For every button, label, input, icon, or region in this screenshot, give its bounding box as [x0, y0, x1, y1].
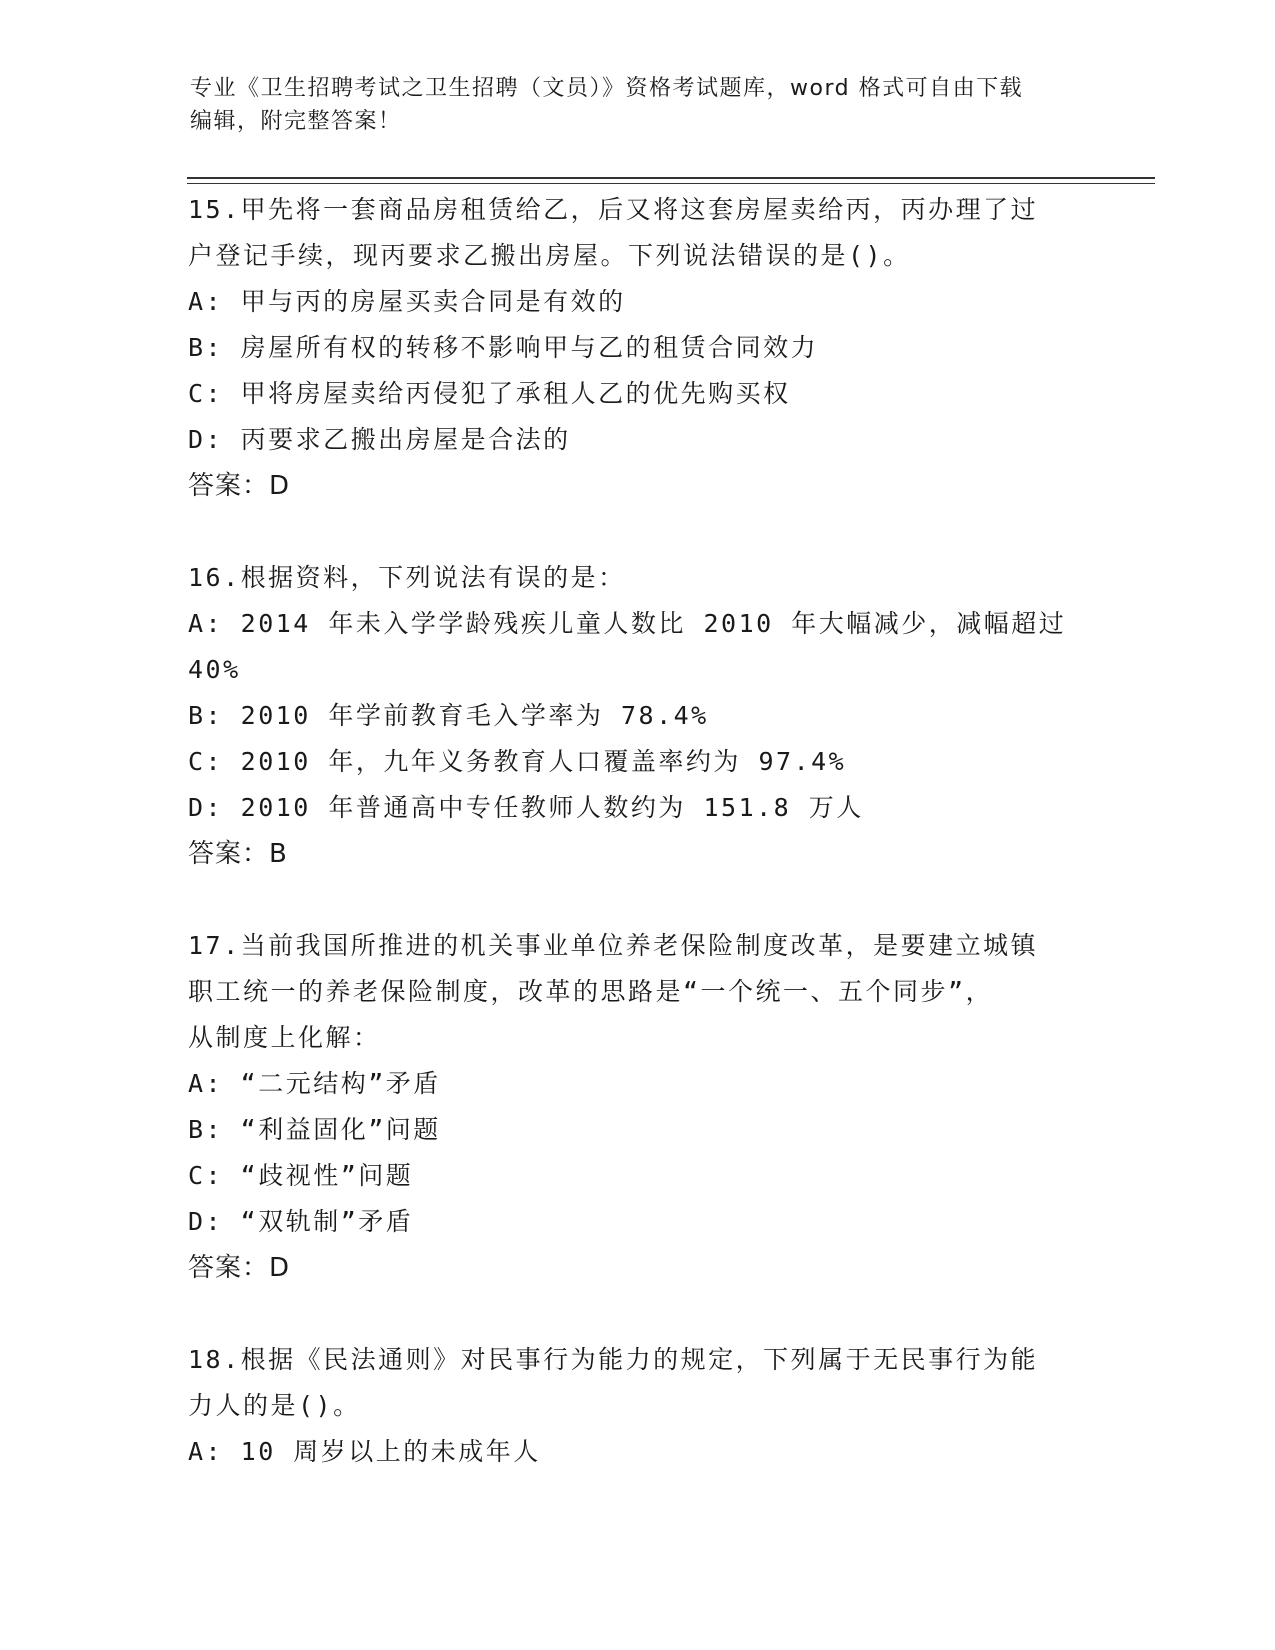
question-answer: 答案：D — [188, 471, 291, 501]
question-option: B: “利益固化”问题 — [188, 1115, 441, 1144]
question-answer: 答案：B — [188, 839, 288, 869]
question-stem-line: 从制度上化解： — [188, 1023, 381, 1052]
header-divider-thin — [187, 183, 1155, 184]
question-option: A: 2014 年未入学学龄残疾儿童人数比 2010 年大幅减少，减幅超过 — [188, 609, 1067, 638]
header-line-1: 专业《卫生招聘考试之卫生招聘（文员）》资格考试题库，word 格式可自由下载 — [190, 76, 1024, 101]
question-stem-line: 户登记手续，现丙要求乙搬出房屋。下列说法错误的是()。 — [188, 241, 911, 270]
question-option: B: 房屋所有权的转移不影响甲与乙的租赁合同效力 — [188, 333, 819, 362]
question-block — [188, 923, 1088, 1291]
question-stem-line: 15.甲先将一套商品房租赁给乙，后又将这套房屋卖给丙，丙办理了过 — [188, 195, 1039, 224]
question-stem-line: 力人的是()。 — [188, 1391, 361, 1420]
question-block — [188, 1337, 1088, 1475]
question-stem-line: 17.当前我国所推进的机关事业单位养老保险制度改革，是要建立城镇 — [188, 931, 1039, 960]
document-header — [190, 72, 1070, 138]
question-list — [188, 187, 1088, 1521]
question-block — [188, 187, 1088, 509]
question-option: 40% — [188, 655, 241, 684]
question-option: D: “双轨制”矛盾 — [188, 1207, 414, 1236]
question-stem-line: 16.根据资料，下列说法有误的是： — [188, 563, 626, 592]
question-option: C: 甲将房屋卖给丙侵犯了承租人乙的优先购买权 — [188, 379, 791, 408]
header-divider-thick — [187, 177, 1155, 179]
question-option: C: “歧视性”问题 — [188, 1161, 414, 1190]
question-stem-line: 18.根据《民法通则》对民事行为能力的规定，下列属于无民事行为能 — [188, 1345, 1039, 1374]
question-option: A: 甲与丙的房屋买卖合同是有效的 — [188, 287, 626, 316]
question-answer: 答案：D — [188, 1253, 291, 1283]
header-line-2: 编辑，附完整答案！ — [190, 109, 402, 134]
question-option: B: 2010 年学前教育毛入学率为 78.4% — [188, 701, 709, 730]
question-option: C: 2010 年，九年义务教育人口覆盖率约为 97.4% — [188, 747, 847, 776]
question-option: A: 10 周岁以上的未成年人 — [188, 1437, 541, 1466]
question-block — [188, 555, 1088, 877]
question-option: D: 丙要求乙搬出房屋是合法的 — [188, 425, 571, 454]
question-option: A: “二元结构”矛盾 — [188, 1069, 441, 1098]
question-option: D: 2010 年普通高中专任教师人数约为 151.8 万人 — [188, 793, 864, 822]
question-stem-line: 职工统一的养老保险制度，改革的思路是“一个统一、五个同步”， — [188, 977, 994, 1006]
